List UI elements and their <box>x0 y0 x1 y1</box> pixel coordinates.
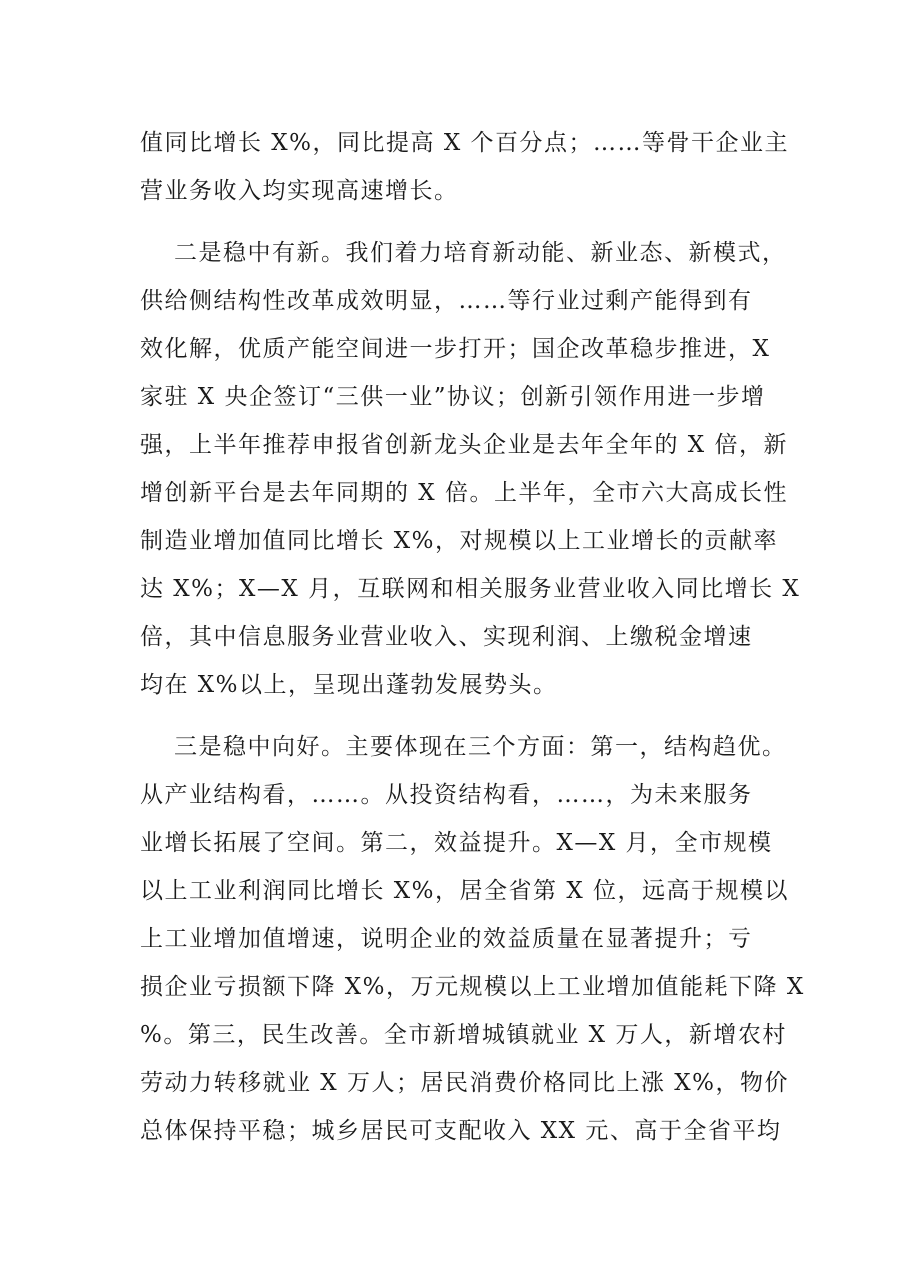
text-line: 总体保持平稳；城乡居民可支配收入 XX 元、高于全省平均 <box>140 1118 782 1144</box>
text-line: 上工业增加值增速，说明企业的效益质量在显著提升；亏 <box>140 926 753 952</box>
paragraph-start-line: 三是稳中向好。主要体现在三个方面：第一，结构趋优。 <box>174 734 787 760</box>
text-line: 营业务收入均实现高速增长。 <box>140 178 459 204</box>
text-line: 制造业增加值同比增长 X%，对规模以上工业增长的贡献率 <box>140 528 779 554</box>
paragraph-start-line: 二是稳中有新。我们着力培育新动能、新业态、新模式， <box>174 240 787 266</box>
text-line: 家驻 X 央企签订“三供一业”协议；创新引领作用进一步增 <box>140 384 766 410</box>
text-line: 以上工业利润同比增长 X%，居全省第 X 位，远高于规模以 <box>140 878 790 904</box>
text-line: 增创新平台是去年同期的 X 倍。上半年，全市六大高成长性 <box>140 480 788 506</box>
text-line: 值同比增长 X%，同比提高 X 个百分点；……等骨干企业主 <box>140 130 790 156</box>
text-line: 达 X%；X—X 月，互联网和相关服务业营业收入同比增长 X <box>140 576 801 602</box>
text-line: 供给侧结构性改革成效明显，……等行业过剩产能得到有 <box>140 288 753 314</box>
text-line: 均在 X%以上，呈现出蓬勃发展势头。 <box>140 672 558 698</box>
text-line: 强，上半年推荐申报省创新龙头企业是去年全年的 X 倍，新 <box>140 432 788 458</box>
text-line: 业增长拓展了空间。第二，效益提升。X—X 月，全市规模 <box>140 830 773 856</box>
text-line: 劳动力转移就业 X 万人；居民消费价格同比上涨 X%，物价 <box>140 1070 790 1096</box>
text-line: 倍，其中信息服务业营业收入、实现利润、上缴税金增速 <box>140 624 753 650</box>
text-line: 效化解，优质产能空间进一步打开；国企改革稳步推进，X <box>140 336 771 362</box>
text-line: 损企业亏损额下降 X%，万元规模以上工业增加值能耗下降 X <box>140 974 805 1000</box>
text-line: %。第三，民生改善。全市新增城镇就业 X 万人，新增农村 <box>140 1022 787 1048</box>
text-line: 从产业结构看，……。从投资结构看，……，为未来服务 <box>140 782 753 808</box>
